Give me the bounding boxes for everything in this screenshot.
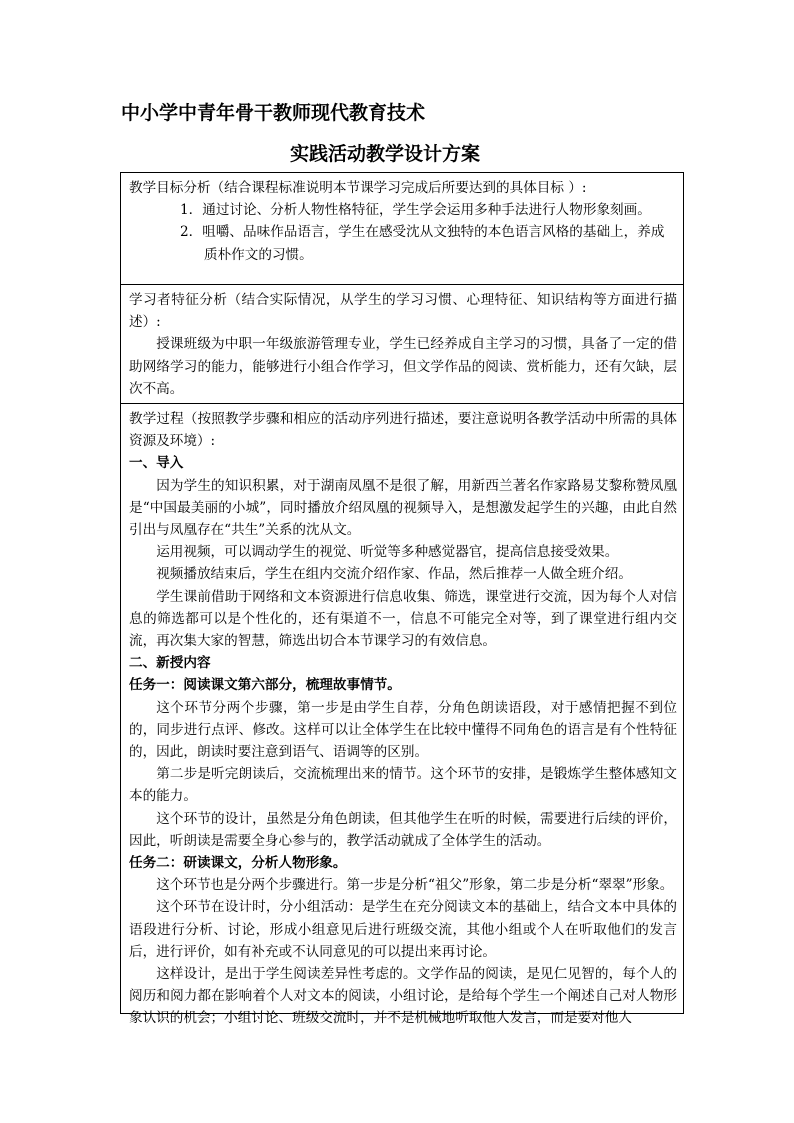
- task-1-paragraph: 这个环节分两个步骤，第一步是由学生自荐，分角色朗读语段，对于感情把握不到位的，同步进行点评、修改。这样可以让全体学生在比较中懂得不同角色的语言是有个性特征的，因此，朗读时要注意到语气、语调等的区别。: [129, 699, 677, 761]
- objectives-heading: 教学目标分析（结合课程标准说明本节课学习完成后所要达到的具体目标 ）:: [129, 180, 587, 196]
- task-2-paragraph: 这个环节在设计时，分小组活动：是学生在充分阅读文本的基础上，结合文本中具体的语段进行分析、讨论，形成小组意见后进行班级交流，其他小组或个人在听取他们的发言后，进行评价，如有补充或不认同意见的可以提出来再讨论。: [129, 899, 677, 960]
- learners-body: 授课班级为中职一年级旅游管理专业，学生已经养成自主学习的习惯，具备了一定的借助网络学习的能力，能够进行小组合作学习，但文学作品的阅读、赏析能力，还有欠缺，层次不高。: [129, 336, 677, 397]
- section-1-paragraph: 运用视频，可以调动学生的视觉、听觉等多种感觉器官，提高信息接受效果。: [156, 544, 619, 561]
- section-2-title: 二、新授内容: [129, 655, 211, 672]
- objective-item-2: 2．咀嚼、品味作品语言，学生在感受沈从文独特的本色语言风格的基础上，养成质朴作文的习惯。: [180, 224, 665, 263]
- process-cell: [121, 404, 683, 1027]
- learners-cell: [121, 285, 683, 404]
- task-1-title: 任务一：阅读课文第六部分，梳理故事情节。: [129, 677, 401, 694]
- section-1-paragraph: 学生课前借助于网络和文本资源进行信息收集、筛选，课堂进行交流，因为每个人对信息的筛选都可以是个性化的，还有渠道不一，信息不可能完全对等，到了课堂进行组内交流，再次集大家的智慧，筛选出切合本节课学习的有效信息。: [129, 588, 677, 650]
- objective-item-1: 1．通过讨论、分析人物性格特征，学生学会运用多种手法进行人物形象刻画。: [180, 202, 651, 219]
- task-2-title: 任务二：研读课文，分析人物形象。: [129, 855, 347, 872]
- section-1-title: 一、导入: [129, 455, 184, 472]
- objectives-cell: [121, 173, 683, 285]
- section-1-paragraph: 视频播放结束后，学生在组内交流介绍作家、作品，然后推荐一人做全班介绍。: [156, 566, 632, 583]
- task-2-paragraph: 这个环节也是分两个步骤进行。第一步是分析“祖父”形象，第二步是分析“翠翠”形象。: [156, 877, 674, 894]
- document-title-line-2: 实践活动教学设计方案: [290, 143, 481, 165]
- learners-heading: 学习者特征分析（结合实际情况，从学生的学习习惯、心理特征、知识结构等方面进行描述）:: [129, 292, 677, 331]
- task-2-paragraph: 这样设计，是出于学生阅读差异性考虑的。文学作品的阅读，是见仁见智的，每个人的阅历和阅力都在影响着个人对文本的阅读，小组讨论，是给每个学生一个阐述自己对人物形象认识的机会；小组讨论、班级交流时，并不是机械地听取他人发言，而是要对他人: [129, 966, 677, 1027]
- document-title-line-1: 中小学中青年骨干教师现代教育技术: [121, 102, 426, 124]
- task-1-paragraph: 第二步是听完朗读后，交流梳理出来的情节。这个环节的安排，是锻炼学生整体感知文本的能力。: [129, 766, 677, 805]
- task-1-paragraph: 这个环节的设计，虽然是分角色朗读，但其他学生在听的时候，需要进行后续的评价，因此，听朗读是需要全身心参与的，教学活动就成了全体学生的活动。: [129, 810, 677, 849]
- design-plan-table: [120, 172, 684, 1027]
- section-1-paragraph: 因为学生的知识积累，对于湖南凤凰不是很了解，用新西兰著名作家路易艾黎称赞凤凰是“中国最美丽的小城”，同时播放介绍凤凰的视频导入，是想激发起学生的兴趣，由此自然引出与凤凰存在“共生”关系的沈从文。: [129, 477, 677, 539]
- process-heading: 教学过程（按照教学步骤和相应的活动序列进行描述，要注意说明各教学活动中所需的具体资源及环境）:: [129, 411, 677, 450]
